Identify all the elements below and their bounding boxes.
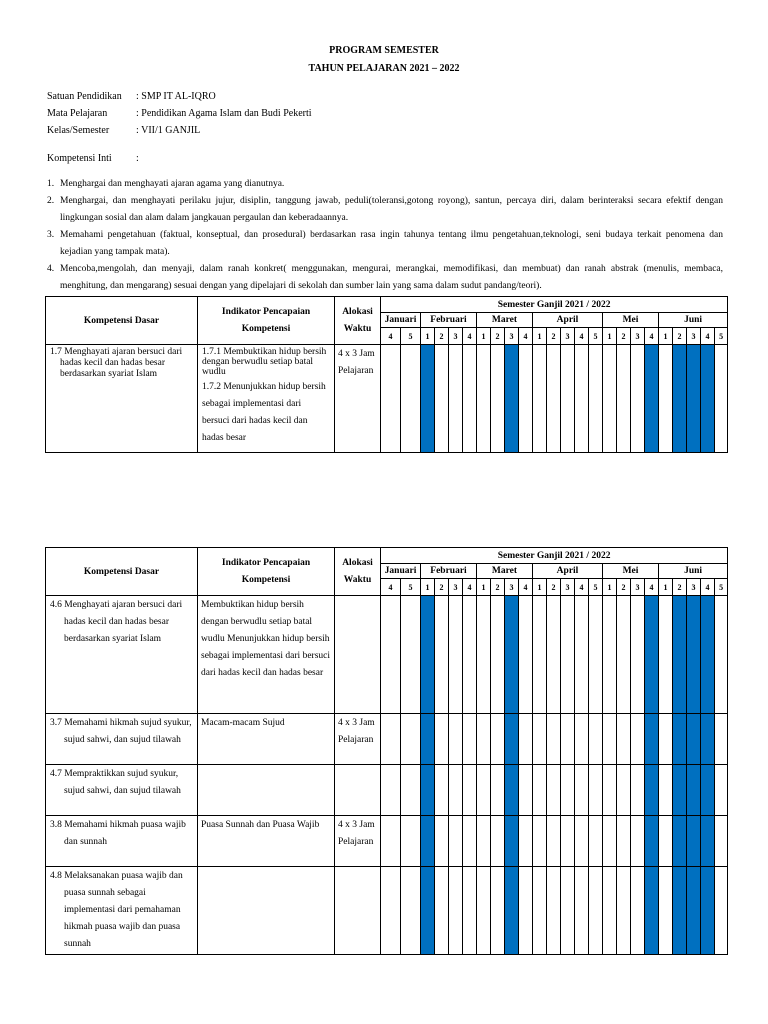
ki-number: 4. <box>47 264 55 274</box>
week-cell <box>449 867 463 955</box>
week-cell <box>603 596 617 714</box>
week-cell <box>435 345 449 453</box>
scheduled-week-cell <box>505 765 519 816</box>
week-cell <box>575 714 589 765</box>
alokasi-text: 4 x 3 Jam Pelajaran <box>338 820 375 847</box>
week-number: 3 <box>631 328 645 345</box>
week-cell <box>477 765 491 816</box>
scheduled-week-cell <box>505 345 519 453</box>
week-cell <box>491 765 505 816</box>
ki-number: 3. <box>47 230 55 240</box>
week-cell <box>561 714 575 765</box>
scheduled-week-cell <box>687 765 701 816</box>
indicator-text: Membuktikan hidup bersih dengan berwudlu setiap batal wudlu Menunjukkan hidup bersih sebagai implementasi dari bersuci dari hadas kecil dan hadas besar <box>201 600 330 678</box>
week-number: 5 <box>401 328 421 345</box>
week-number: 3 <box>449 579 463 596</box>
week-cell <box>463 596 477 714</box>
week-cell <box>449 765 463 816</box>
week-cell <box>533 867 547 955</box>
scheduled-week-cell <box>701 596 715 714</box>
week-cell <box>715 765 728 816</box>
week-cell <box>401 714 421 765</box>
week-cell <box>519 596 533 714</box>
week-cell <box>519 867 533 955</box>
scheduled-week-cell <box>645 596 659 714</box>
week-cell <box>477 345 491 453</box>
kd-text: 3.8 Memahami hikmah puasa wajib dan sunnah <box>50 820 186 847</box>
scheduled-week-cell <box>701 345 715 453</box>
week-cell <box>575 596 589 714</box>
info-value-mapel: : Pendidikan Agama Islam dan Budi Pekerti <box>136 108 312 119</box>
week-cell <box>603 816 617 867</box>
week-cell <box>631 714 645 765</box>
header-indikator: Indikator Pencapaian Kompetensi <box>198 297 335 345</box>
ki-item <box>47 193 723 227</box>
week-number: 1 <box>659 579 673 596</box>
week-cell <box>659 765 673 816</box>
week-number: 4 <box>575 328 589 345</box>
header-kompetensi-dasar: Kompetensi Dasar <box>46 548 198 596</box>
week-number: 4 <box>575 579 589 596</box>
week-cell <box>603 765 617 816</box>
week-cell <box>617 816 631 867</box>
scheduled-week-cell <box>421 867 435 955</box>
alokasi-text: 4 x 3 Jam Pelajaran <box>338 718 375 745</box>
week-number: 4 <box>381 328 401 345</box>
week-number: 1 <box>659 328 673 345</box>
week-cell <box>519 765 533 816</box>
week-cell <box>561 596 575 714</box>
header-alokasi: Alokasi Waktu <box>335 548 381 596</box>
week-number: 3 <box>631 579 645 596</box>
schedule-table-2 <box>45 547 728 955</box>
alokasi-text <box>335 765 380 767</box>
indicator-text: 1.7.2 Menunjukkan hidup bersih sebagai implementasi dari bersuci dari hadas kecil dan hadas besar <box>202 382 326 443</box>
week-cell <box>617 867 631 955</box>
week-cell <box>519 714 533 765</box>
ki-number: 1. <box>47 179 55 189</box>
scheduled-week-cell <box>645 345 659 453</box>
week-number: 4 <box>463 328 477 345</box>
month-header: Maret <box>477 564 533 579</box>
week-cell <box>659 816 673 867</box>
week-cell <box>603 345 617 453</box>
kd-text: 4.6 Menghayati ajaran bersuci dari hadas kecil dan hadas besar berdasarkan syariat Islam <box>50 600 183 644</box>
week-number: 1 <box>477 579 491 596</box>
week-number: 1 <box>477 328 491 345</box>
week-number: 3 <box>561 328 575 345</box>
week-cell <box>491 816 505 867</box>
scheduled-week-cell <box>673 714 687 765</box>
kd-text: 1.7 Menghayati ajaran bersuci dari hadas kecil dan hadas besar berdasarkan syariat Islam <box>50 347 183 379</box>
scheduled-week-cell <box>673 345 687 453</box>
week-cell <box>435 596 449 714</box>
alokasi-text <box>335 596 380 598</box>
week-number: 5 <box>401 579 421 596</box>
page-subtitle: TAHUN PELAJARAN 2021 – 2022 <box>308 63 460 74</box>
week-cell <box>381 816 401 867</box>
scheduled-week-cell <box>687 596 701 714</box>
week-number: 3 <box>561 579 575 596</box>
scheduled-week-cell <box>687 345 701 453</box>
week-cell <box>435 714 449 765</box>
month-header: Januari <box>381 313 421 328</box>
week-cell <box>381 714 401 765</box>
scheduled-week-cell <box>505 596 519 714</box>
scheduled-week-cell <box>673 816 687 867</box>
week-cell <box>561 765 575 816</box>
ki-text: Mencoba,mengolah, dan menyaji, dalam ranah konkret( menggunakan, mengurai, merangkai, memodifikasi, dan membuat) dan ranah abstrak (menulis, membaca, menghitung, dan mengarang) sesuai dengan yang dipelajari di sekolah dan sumber lain yang sama dalam sudut pandang/teori). <box>60 264 723 291</box>
scheduled-week-cell <box>421 816 435 867</box>
info-label-mapel: Mata Pelajaran <box>47 108 108 119</box>
week-number: 1 <box>603 579 617 596</box>
scheduled-week-cell <box>645 714 659 765</box>
week-cell <box>715 596 728 714</box>
week-cell <box>575 345 589 453</box>
ki-text: Menghargai dan menghayati ajaran agama yang dianutnya. <box>60 179 285 189</box>
week-number: 3 <box>687 328 701 345</box>
info-label-ki: Kompetensi Inti <box>47 153 112 164</box>
week-number: 5 <box>589 579 603 596</box>
scheduled-week-cell <box>673 867 687 955</box>
scheduled-week-cell <box>687 714 701 765</box>
week-cell <box>463 867 477 955</box>
week-cell <box>477 714 491 765</box>
week-cell <box>547 714 561 765</box>
week-cell <box>401 345 421 453</box>
month-header: Juni <box>659 564 728 579</box>
week-cell <box>491 714 505 765</box>
week-number: 2 <box>673 328 687 345</box>
week-cell <box>659 714 673 765</box>
week-cell <box>477 867 491 955</box>
indicator-text: Macam-macam Sujud <box>201 718 285 728</box>
info-value-kelas: : VII/1 GANJIL <box>136 125 201 136</box>
week-cell <box>519 345 533 453</box>
scheduled-week-cell <box>673 596 687 714</box>
ki-text: Memahami pengetahuan (faktual, konseptual, dan prosedural) berdasarkan rasa ingin tahunya tentang ilmu pengetahuan,teknologi, seni budaya terkait penomena dan kejadian yang tampak mata). <box>60 230 723 257</box>
month-header: April <box>533 564 603 579</box>
week-number: 2 <box>617 579 631 596</box>
week-cell <box>381 345 401 453</box>
week-cell <box>449 714 463 765</box>
scheduled-week-cell <box>701 816 715 867</box>
header-indikator: Indikator Pencapaian Kompetensi <box>198 548 335 596</box>
ki-item <box>47 261 723 295</box>
week-number: 1 <box>421 579 435 596</box>
header-semester: Semester Ganjil 2021 / 2022 <box>381 297 728 313</box>
week-cell <box>561 867 575 955</box>
week-cell <box>603 867 617 955</box>
alokasi-text <box>335 867 380 869</box>
week-cell <box>603 714 617 765</box>
week-cell <box>715 816 728 867</box>
week-cell <box>547 867 561 955</box>
indicator-text: 1.7.1 Membuktikan hidup bersih dengan berwudlu setiap batal wudlu <box>202 347 327 377</box>
month-header: Mei <box>603 564 659 579</box>
week-cell <box>533 816 547 867</box>
month-header: Januari <box>381 564 421 579</box>
header-kompetensi-dasar: Kompetensi Dasar <box>46 297 198 345</box>
week-cell <box>381 867 401 955</box>
ki-text: Menghargai, dan menghayati perilaku jujur, disiplin, tanggung jawab, peduli(toleransi,gotong royong), santun, percaya diri, dalam berinteraksi secara efektif dengan lingkungan sosial dan alam dalam jangkauan pergaulan dan keberadaannya. <box>60 196 723 223</box>
week-cell <box>533 345 547 453</box>
scheduled-week-cell <box>505 867 519 955</box>
scheduled-week-cell <box>645 816 659 867</box>
indicator-text <box>198 867 334 869</box>
week-cell <box>449 816 463 867</box>
scheduled-week-cell <box>687 867 701 955</box>
info-label-satuan: Satuan Pendidikan <box>47 91 122 102</box>
kd-text: 4.7 Mempraktikkan sujud syukur, sujud sahwi, dan sujud tilawah <box>50 769 181 796</box>
week-number: 4 <box>645 328 659 345</box>
week-number: 5 <box>715 328 728 345</box>
scheduled-week-cell <box>673 765 687 816</box>
week-number: 2 <box>547 579 561 596</box>
week-cell <box>381 765 401 816</box>
week-cell <box>589 816 603 867</box>
week-number: 4 <box>645 579 659 596</box>
week-cell <box>589 714 603 765</box>
info-label-kelas: Kelas/Semester <box>47 125 110 136</box>
week-cell <box>491 596 505 714</box>
month-header: Februari <box>421 564 477 579</box>
week-cell <box>631 596 645 714</box>
header-semester: Semester Ganjil 2021 / 2022 <box>381 548 728 564</box>
week-cell <box>547 816 561 867</box>
week-cell <box>589 867 603 955</box>
info-value-satuan: : SMP IT AL-IQRO <box>136 91 216 102</box>
week-number: 2 <box>547 328 561 345</box>
week-cell <box>589 765 603 816</box>
week-cell <box>715 714 728 765</box>
week-cell <box>617 714 631 765</box>
week-number: 1 <box>421 328 435 345</box>
week-cell <box>617 596 631 714</box>
scheduled-week-cell <box>505 816 519 867</box>
scheduled-week-cell <box>421 714 435 765</box>
week-number: 3 <box>505 328 519 345</box>
week-cell <box>547 596 561 714</box>
week-number: 2 <box>435 328 449 345</box>
week-cell <box>659 596 673 714</box>
week-cell <box>659 867 673 955</box>
week-cell <box>477 596 491 714</box>
week-number: 4 <box>701 328 715 345</box>
week-cell <box>631 345 645 453</box>
week-cell <box>547 765 561 816</box>
week-number: 2 <box>673 579 687 596</box>
week-cell <box>519 816 533 867</box>
week-number: 5 <box>589 328 603 345</box>
indicator-text <box>198 765 334 767</box>
scheduled-week-cell <box>421 765 435 816</box>
week-cell <box>435 816 449 867</box>
week-cell <box>659 345 673 453</box>
page-title: PROGRAM SEMESTER <box>329 45 439 56</box>
week-cell <box>533 714 547 765</box>
week-cell <box>617 345 631 453</box>
week-cell <box>589 345 603 453</box>
week-cell <box>547 345 561 453</box>
indicator-text: Puasa Sunnah dan Puasa Wajib <box>201 820 320 830</box>
week-cell <box>533 765 547 816</box>
week-number: 1 <box>533 579 547 596</box>
scheduled-week-cell <box>645 867 659 955</box>
month-header: Mei <box>603 313 659 328</box>
week-cell <box>575 765 589 816</box>
week-cell <box>631 765 645 816</box>
week-number: 4 <box>381 579 401 596</box>
week-cell <box>533 596 547 714</box>
week-number: 3 <box>449 328 463 345</box>
week-cell <box>575 867 589 955</box>
kd-text: 3.7 Memahami hikmah sujud syukur, sujud sahwi, dan sujud tilawah <box>50 718 192 745</box>
week-cell <box>491 345 505 453</box>
week-cell <box>631 867 645 955</box>
scheduled-week-cell <box>505 714 519 765</box>
week-cell <box>477 816 491 867</box>
week-cell <box>435 765 449 816</box>
week-cell <box>401 596 421 714</box>
week-cell <box>715 345 728 453</box>
week-cell <box>631 816 645 867</box>
week-number: 4 <box>701 579 715 596</box>
week-number: 3 <box>687 579 701 596</box>
week-number: 4 <box>463 579 477 596</box>
week-number: 2 <box>617 328 631 345</box>
week-cell <box>463 816 477 867</box>
scheduled-week-cell <box>421 345 435 453</box>
week-cell <box>575 816 589 867</box>
week-cell <box>561 345 575 453</box>
week-cell <box>463 714 477 765</box>
month-header: Maret <box>477 313 533 328</box>
week-cell <box>491 867 505 955</box>
week-cell <box>401 816 421 867</box>
week-cell <box>381 596 401 714</box>
week-cell <box>401 867 421 955</box>
kd-text: 4.8 Melaksanakan puasa wajib dan puasa sunnah sebagai implementasi dari pemahaman hikmah puasa wajib dan puasa sunnah <box>50 871 183 949</box>
week-cell <box>589 596 603 714</box>
month-header: Juni <box>659 313 728 328</box>
month-header: April <box>533 313 603 328</box>
week-number: 2 <box>491 328 505 345</box>
week-cell <box>463 345 477 453</box>
week-cell <box>561 816 575 867</box>
info-value-ki: : <box>136 153 139 164</box>
week-cell <box>449 345 463 453</box>
header-alokasi: Alokasi Waktu <box>335 297 381 345</box>
week-number: 5 <box>715 579 728 596</box>
week-number: 1 <box>603 328 617 345</box>
week-cell <box>617 765 631 816</box>
week-cell <box>463 765 477 816</box>
week-number: 4 <box>519 328 533 345</box>
week-cell <box>401 765 421 816</box>
scheduled-week-cell <box>421 596 435 714</box>
week-number: 4 <box>519 579 533 596</box>
alokasi-text: 4 x 3 Jam Pelajaran <box>338 349 375 376</box>
week-cell <box>715 867 728 955</box>
schedule-table-1 <box>45 296 728 453</box>
scheduled-week-cell <box>645 765 659 816</box>
week-cell <box>449 596 463 714</box>
week-number: 3 <box>505 579 519 596</box>
week-cell <box>435 867 449 955</box>
scheduled-week-cell <box>687 816 701 867</box>
ki-item <box>47 176 723 193</box>
week-number: 1 <box>533 328 547 345</box>
scheduled-week-cell <box>701 714 715 765</box>
ki-number: 2. <box>47 196 55 206</box>
week-number: 2 <box>491 579 505 596</box>
week-number: 2 <box>435 579 449 596</box>
month-header: Februari <box>421 313 477 328</box>
ki-item <box>47 227 723 261</box>
scheduled-week-cell <box>701 867 715 955</box>
scheduled-week-cell <box>701 765 715 816</box>
